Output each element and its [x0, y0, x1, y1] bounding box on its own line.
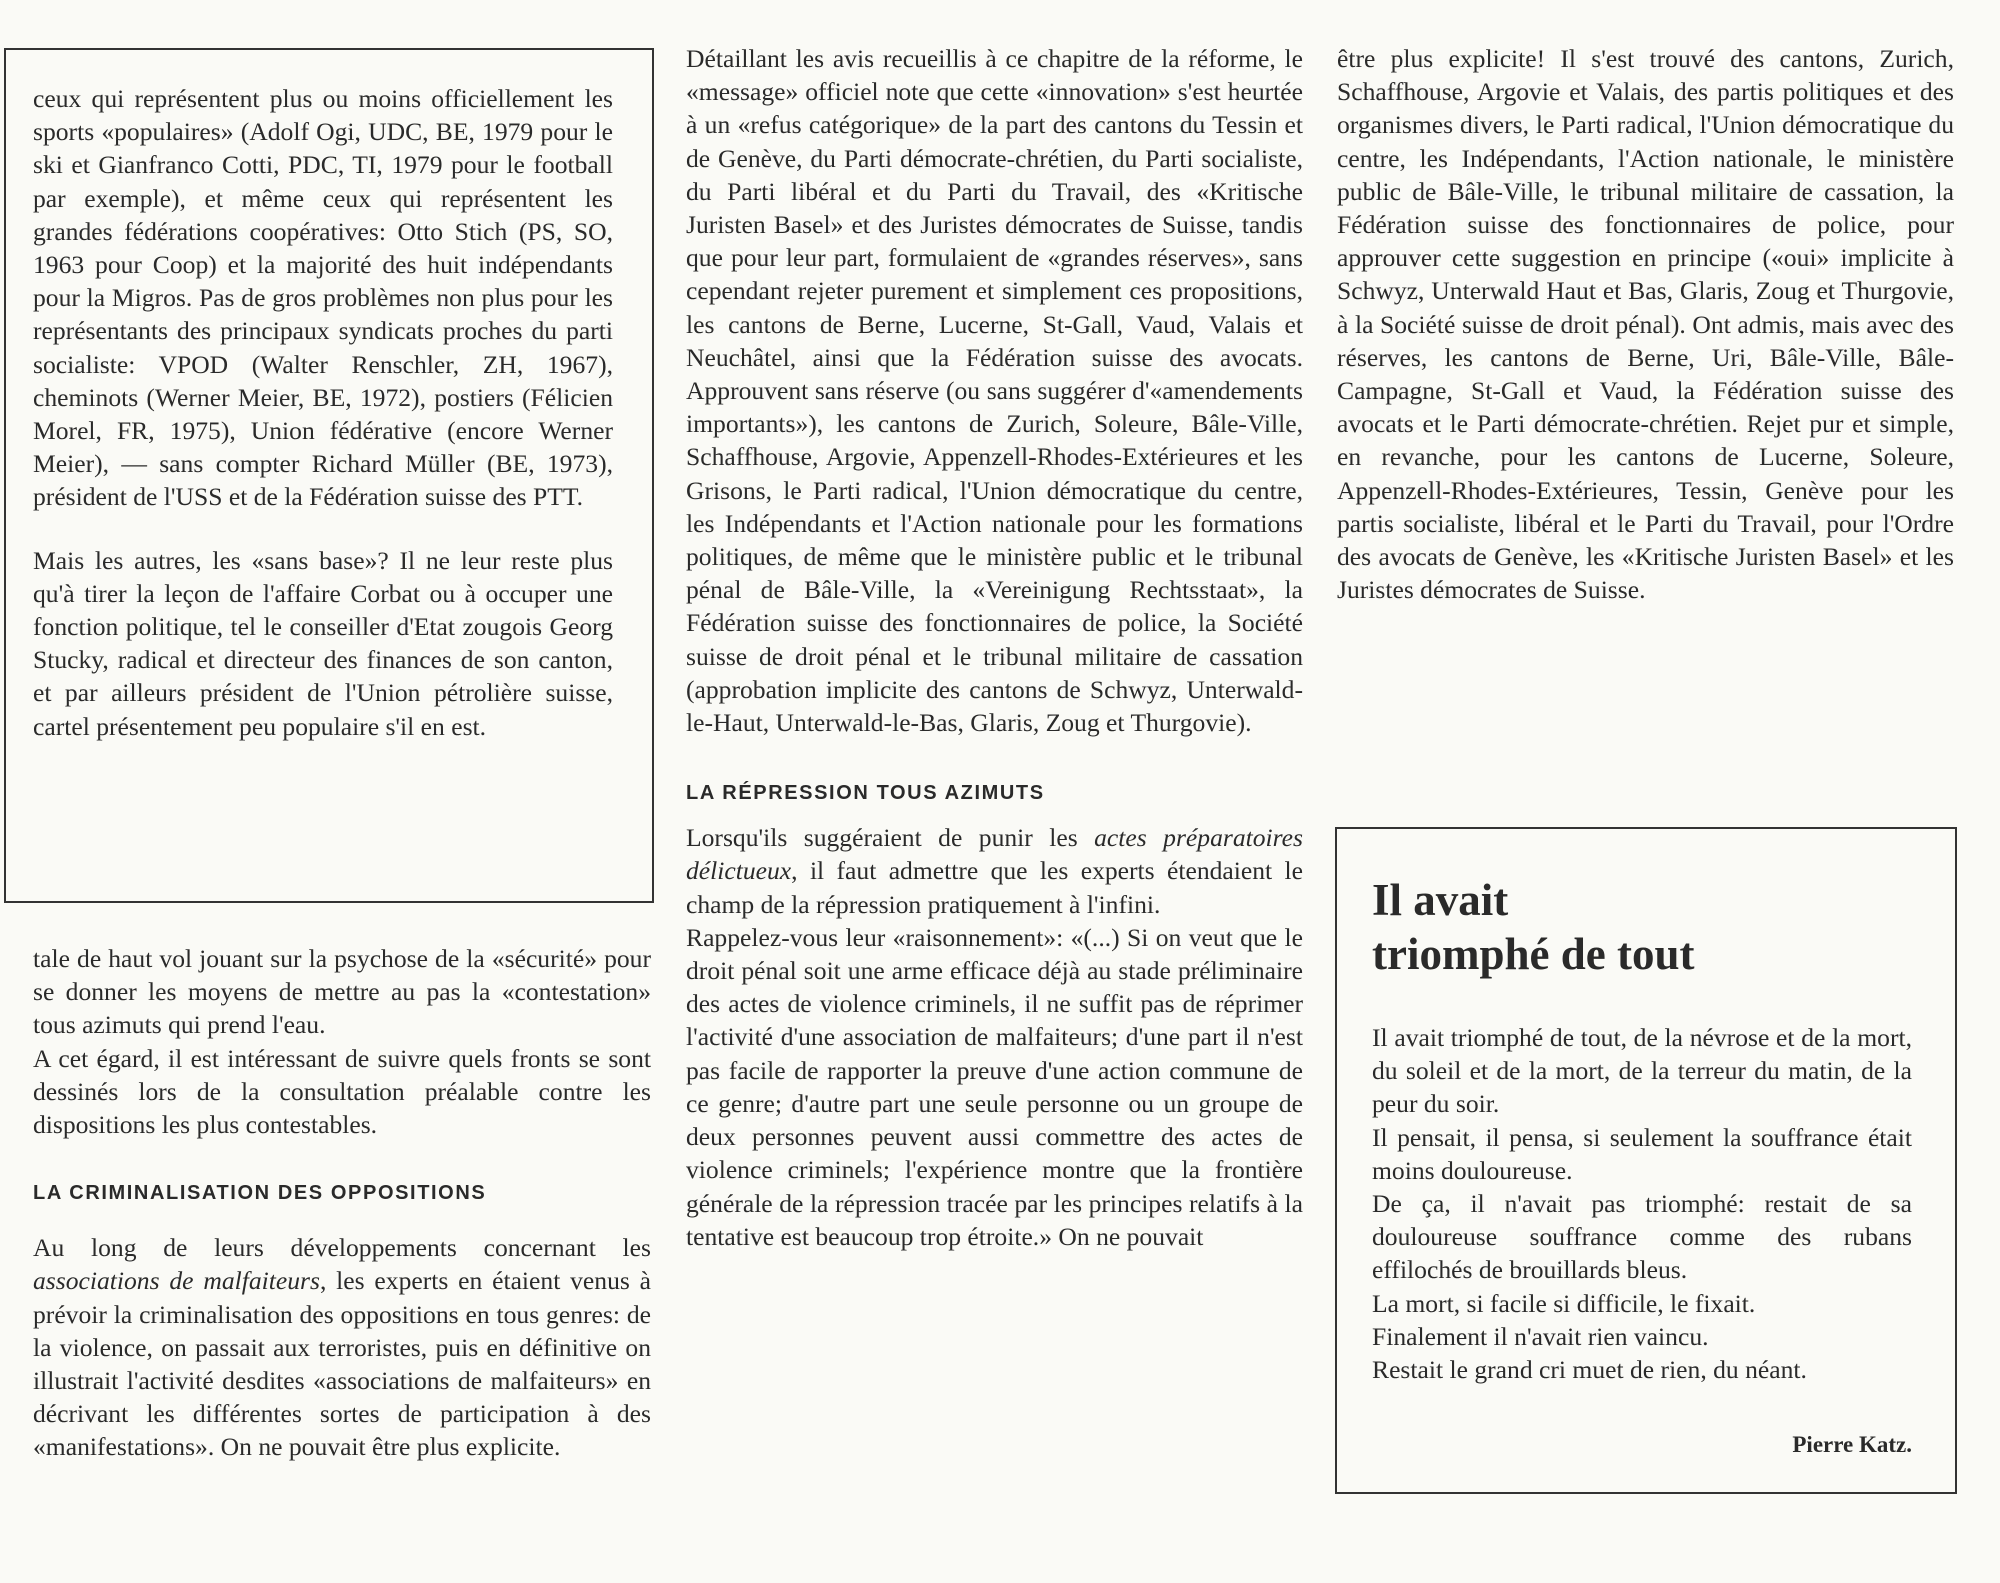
- poem-line: De ça, il n'avait pas triomphé: restait de sa douloureuse souffrance comme des rubans effilochés de brouillards bleus.: [1372, 1189, 1912, 1285]
- paragraph: Détaillant les avis recueillis à ce chapitre de la réforme, le «message» officiel note que cette «innovation» s'est heurtée à un «refus catégorique» de la part des cantons du Tessin et de Genève, du Parti démocrate-chrétien, du Parti socialiste, du Parti libéral et du Parti du Travail, des «Kritische Juristen Basel» et des Juristes démocrates de Suisse, tandis que pour leur part, formulaient de «grandes réserves», sans cependant rejeter purement et simplement ces propositions, les cantons de Berne, Lucerne, St-Gall, Vaud, Valais et Neuchâtel, ainsi que la Fédération suisse des avocats. Approuvent sans réserve (ou sans suggérer d'«amendements importants»), les cantons de Zurich, Soleure, Bâle-Ville, Schaffhouse, Argovie, Appenzell-Rhodes-Extérieures et les Grisons, le Parti radical, l'Union démocratique du centre, les Indépendants et l'Action nationale pour les formations politiques, de même que le ministère public et le tribunal pénal de Bâle-Ville, la «Vereinigung Rechtsstaat», la Fédération suisse des fonctionnaires de police, la Société suisse de droit pénal et le tribunal militaire de cassation (approbation implicite des cantons de Schwyz, Unterwald-le-Haut, Unterwald-le-Bas, Glaris, Zoug et Thurgovie).: [686, 44, 1303, 738]
- paragraph: être plus explicite! Il s'est trouvé des cantons, Zurich, Schaffhouse, Argovie et Valais, des partis politiques et des organismes divers, le Parti radical, l'Union démocratique du centre, les Indépendants, l'Action nationale, le ministère public de Bâle-Ville, le tribunal militaire de cassation, la Fédération suisse des fonctionnaires de police, pour approuver cette suggestion en principe («oui» implicite à Schwyz, Unterwald Haut et Bas, Glaris, Zoug et Thurgovie, à la Société suisse de droit pénal). Ont admis, mais avec des réserves, les cantons de Berne, Uri, Bâle-Ville, Bâle-Campagne, St-Gall et Vaud, la Fédération suisse des avocats et le Parti démocrate-chrétien. Rejet pur et simple, en revanche, pour les cantons de Lucerne, Soleure, Appenzell-Rhodes-Extérieures, Tessin, Genève pour les partis socialiste, libéral et le Parti du Travail, pour l'Ordre des avocats de Genève, les «Kritische Juristen Basel» et les Juristes démocrates de Suisse.: [1337, 44, 1954, 605]
- paragraph: Mais les autres, les «sans base»? Il ne leur reste plus qu'à tirer la leçon de l'affaire Corbat ou à occuper une fonction politique, tel le conseiller d'Etat zougois Georg Stucky, radical et directeur des finances de son canton, et par ailleurs président de l'Union pétrolière suisse, cartel présentement peu populaire s'il en est.: [33, 545, 613, 741]
- paragraph: tale de haut vol jouant sur la psychose de la «sécurité» pour se donner les moyens de mettre au pas la «contestation» tous azimuts qui prend l'eau.: [33, 944, 651, 1040]
- poem-line: Restait le grand cri muet de rien, du néant.: [1372, 1355, 1807, 1385]
- poem-line: La mort, si facile si difficile, le fixait.: [1372, 1288, 1756, 1318]
- signature: Pierre Katz.: [1792, 1432, 1912, 1458]
- paragraph: Lorsqu'ils suggéraient de punir les actes préparatoires délictueux, il faut admettre que les experts étendaient le champ de la répression pratiquement à l'infini.: [686, 823, 1303, 919]
- poem-line: Il pensait, il pensa, si seulement la souffrance était moins douloureuse.: [1372, 1122, 1912, 1185]
- column-1-boxed-text: [33, 82, 613, 743]
- paragraph: Au long de leurs développements concernant les associations de malfaiteurs, les experts en étaient venus à prévoir la criminalisation des oppositions en tous genres: de la violence, on passait aux terroristes, puis en définitive on illustrait l'activité desdites «associations de malfaiteurs» en décrivant les différentes sortes de participation à des «manifestations». On ne pouvait être plus explicite.: [33, 1233, 652, 1462]
- poem-box: [1335, 827, 1957, 1494]
- poem-line: Finalement il n'avait rien vaincu.: [1372, 1321, 1709, 1351]
- section-heading: LA RÉPRESSION TOUS AZIMUTS: [686, 782, 1045, 805]
- paragraph: Rappelez-vous leur «raisonnement»: «(...) Si on veut que le droit pénal soit une arme efficace déjà au stade préliminaire des actes de violence criminels, il ne suffit pas de réprimer l'activité d'une association de malfaiteurs; d'une part il n'est pas facile de rapporter la preuve d'une action commune de ce genre; d'autre part une seule personne ou un groupe de deux personnes peuvent aussi commettre des actes de violence criminels; l'expérience montre que la frontière générale de la répression tracée par les principes relatifs à la tentative est beaucoup trop étroite.» On ne pouvait: [686, 922, 1303, 1251]
- column-1-text: [33, 942, 651, 1464]
- poem-title: Il avait triomphé de tout: [1372, 875, 1695, 979]
- poem-body: [1372, 1021, 1912, 1461]
- column-3-text: [1337, 42, 1954, 606]
- column-2-text: [686, 42, 1303, 1253]
- paragraph: ceux qui représentent plus ou moins officiellement les sports «populaires» (Adolf Ogi, UDC, BE, 1979 pour le ski et Gianfranco Cotti, PDC, TI, 1979 pour le football par exemple), et même ceux qui représentent les grandes fédérations coopératives: Otto Stich (PS, SO, 1963 pour Coop) et la majorité des huit indépendants pour la Migros. Pas de gros problèmes non plus pour les représentants des principaux syndicats proches du parti socialiste: VPOD (Walter Renschler, ZH, 1967), cheminots (Werner Meier, BE, 1972), postiers (Félicien Morel, FR, 1975), Union fédérative (encore Werner Meier), — sans compter Richard Müller (BE, 1973), président de l'USS et de la Fédération suisse des PTT.: [33, 84, 613, 512]
- paragraph: A cet égard, il est intéressant de suivre quels fronts se sont dessinés lors de la consultation préalable contre les dispositions les plus contestables.: [33, 1043, 651, 1140]
- section-heading: LA CRIMINALISATION DES OPPOSITIONS: [33, 1182, 487, 1205]
- poem-line: Il avait triomphé de tout, de la névrose et de la mort, du soleil et de la mort, de la terreur du matin, de la peur du soir.: [1372, 1023, 1912, 1119]
